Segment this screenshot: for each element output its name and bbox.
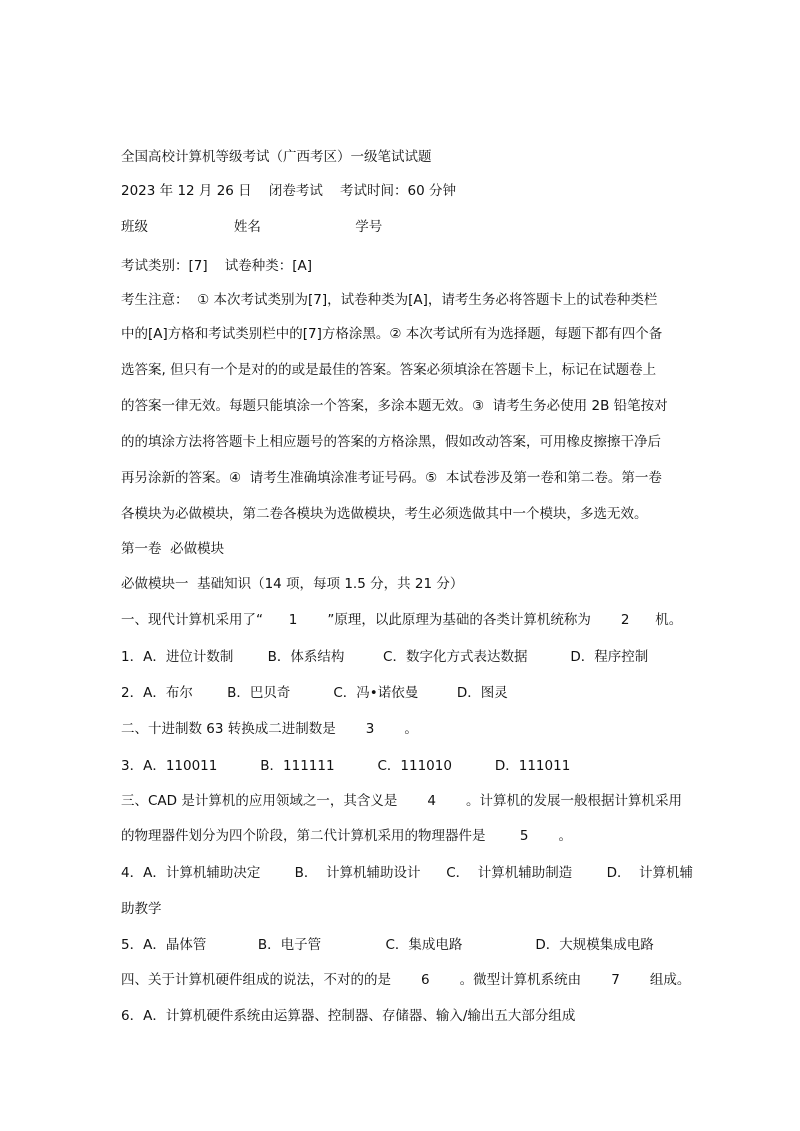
question-1-options: 1．A．进位计数制 B．体系结构 C．数字化方式表达数据 D．程序控制 xyxy=(121,649,649,665)
exam-title: 全国高校计算机等级考试（广西考区）一级笔试试题 xyxy=(121,149,432,165)
question-1-prompt: 一、现代计算机采用了“ 1 ”原理，以此原理为基础的各类计算机统称为 2 机。 xyxy=(121,612,683,628)
question-6-option-a: 6．A．计算机硬件系统由运算器、控制器、存储器、输入/输出五大部分组成 xyxy=(121,1008,576,1024)
notice-line: 的答案一律无效。每题只能填涂一个答案，多涂本题无效。③ 请考生务必使用 2B 铅笔按对 xyxy=(121,398,668,414)
exam-category-line: 考试类别：[7] 试卷种类：[A] xyxy=(121,258,313,274)
notice-line: 的的填涂方法将答题卡上相应题号的答案的方格涂黑，假如改动答案，可用橡皮擦擦干净后 xyxy=(121,434,661,450)
question-4-options-continued: 助教学 xyxy=(121,901,162,917)
question-5-options: 5．A．晶体管 B．电子管 C．集成电路 D．大规模集成电路 xyxy=(121,937,654,953)
exam-date-line: 2023 年 12 月 26 日 闭卷考试 考试时间：60 分钟 xyxy=(121,183,456,199)
student-info-line: 班级 姓名 学号 xyxy=(121,219,383,235)
question-2-prompt: 二、十进制数 63 转换成二进制数是 3 。 xyxy=(121,721,418,737)
notice-line: 选答案, 但只有一个是对的的或是最佳的答案。答案必须填涂在答题卡上，标记在试题卷上 xyxy=(121,362,657,378)
question-3-options: 3．A．110011 B．111111 C．111010 D．111011 xyxy=(121,758,571,774)
question-3-prompt: 三、CAD 是计算机的应用领域之一，其含义是 4 。计算机的发展一般根据计算机采用 xyxy=(121,793,683,809)
question-3-prompt-continued: 的物理器件划分为四个阶段，第二代计算机采用的物理器件是 5 。 xyxy=(121,828,572,844)
notice-line: 考生注意： ① 本次考试类别为[7]，试卷种类为[A]，请考生务必将答题卡上的试卷种类栏 xyxy=(121,292,658,308)
question-4-options: 4．A．计算机辅助决定 B． 计算机辅助设计 C． 计算机辅助制造 D． 计算机辅 xyxy=(121,865,694,881)
section-title: 第一卷 必做模块 xyxy=(121,541,225,557)
question-2-options: 2．A．布尔 B．巴贝奇 C．冯•诺依曼 D．图灵 xyxy=(121,685,508,701)
notice-line: 再另涂新的答案。④ 请考生准确填涂准考证号码。⑤ 本试卷涉及第一卷和第二卷。第一卷 xyxy=(121,470,662,486)
notice-line: 各模块为必做模块，第二卷各模块为选做模块，考生必须选做其中一个模块，多选无效。 xyxy=(121,506,648,522)
notice-line: 中的[A]方格和考试类别栏中的[7]方格涂黑。② 本次考试所有为选择题，每题下都有四个备 xyxy=(121,326,663,342)
question-4-prompt: 四、关于计算机硬件组成的说法，不对的的是 6 。微型计算机系统由 7 组成。 xyxy=(121,972,691,988)
module-title: 必做模块一 基础知识（14 项，每项 1.5 分，共 21 分） xyxy=(121,576,464,592)
